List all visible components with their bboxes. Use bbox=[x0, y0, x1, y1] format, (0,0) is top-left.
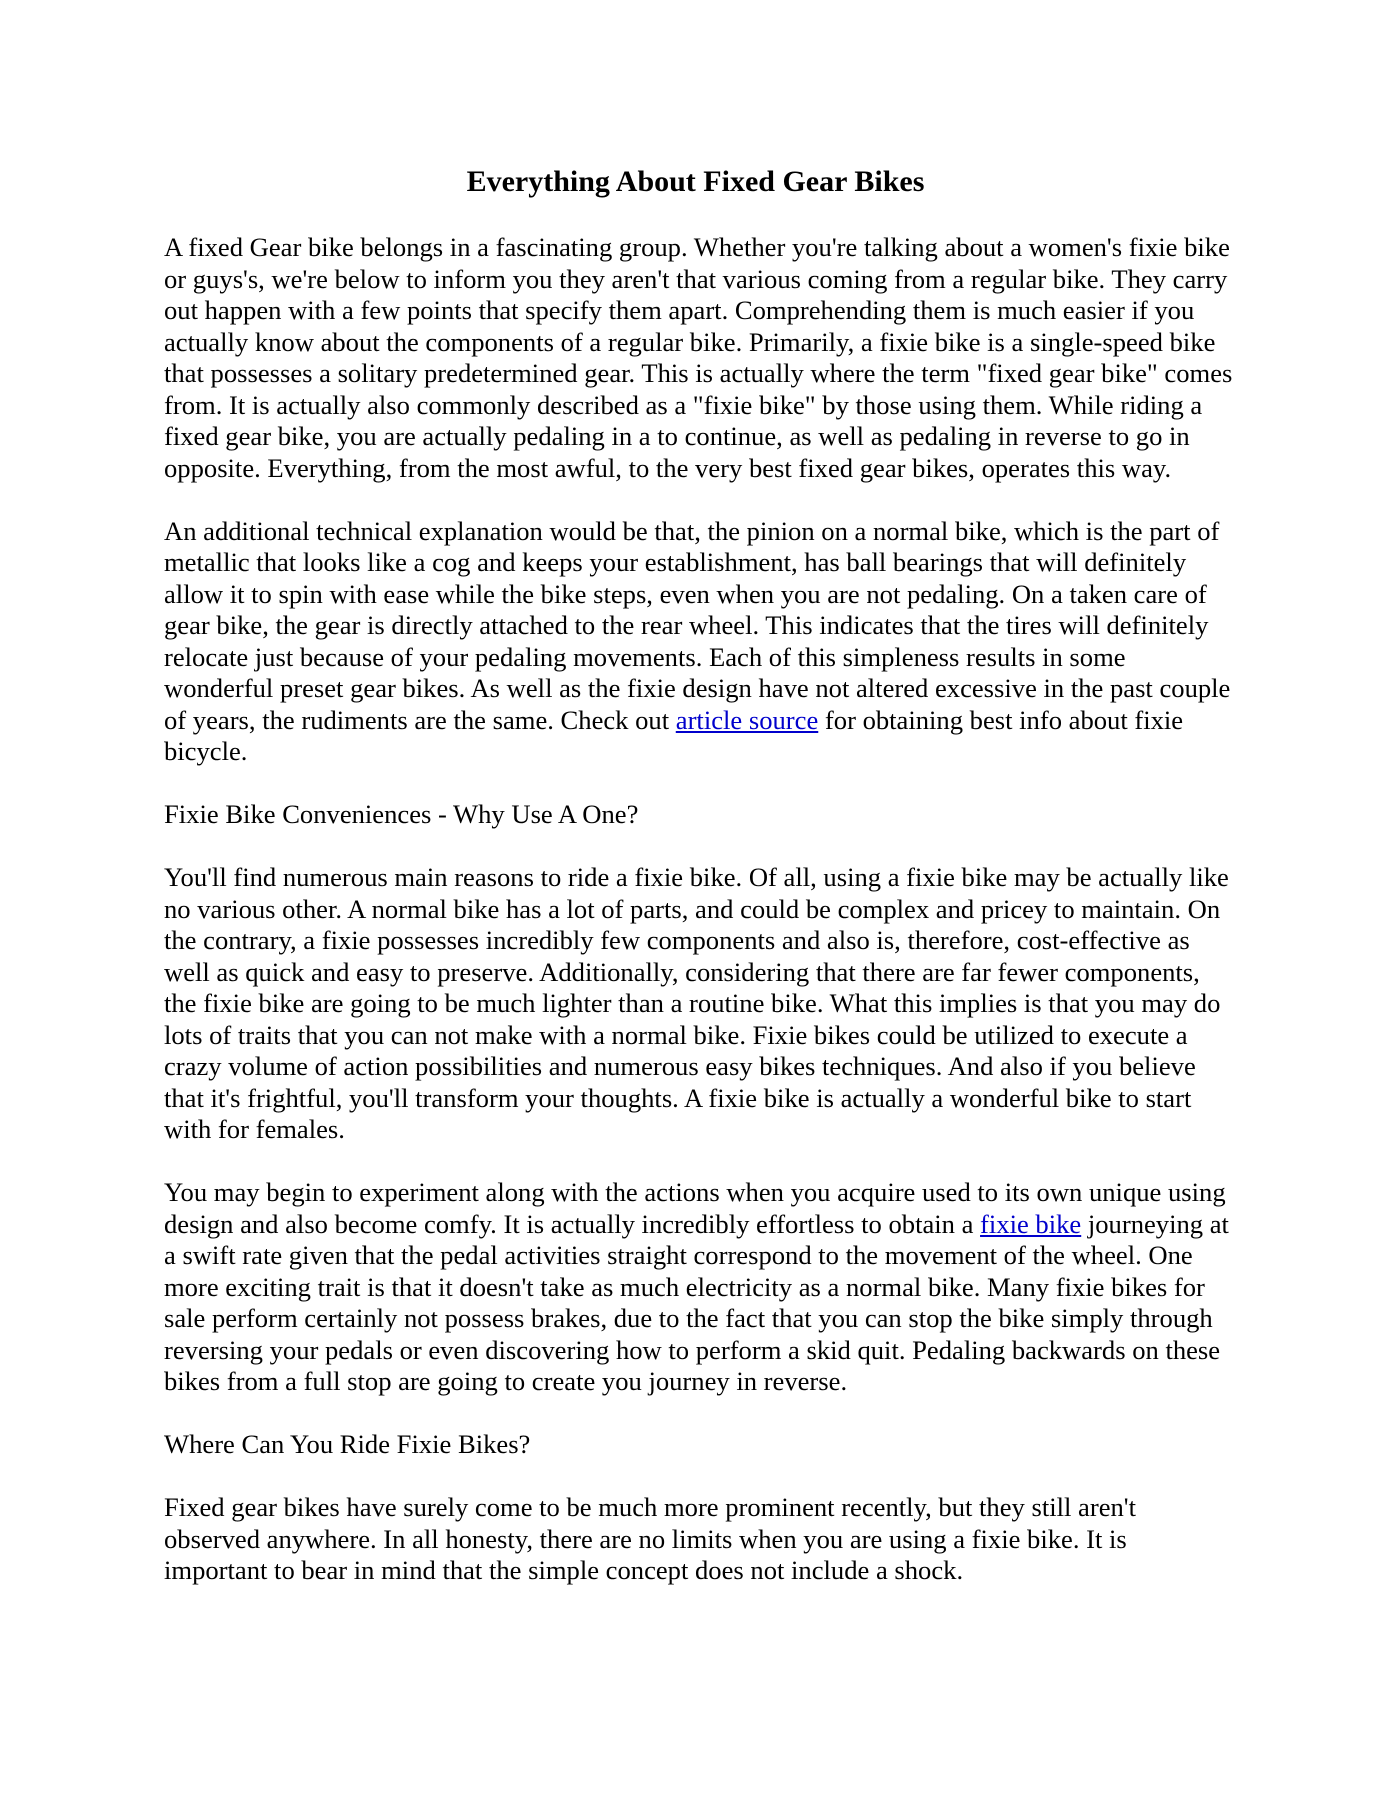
article-source-link[interactable]: article source bbox=[675, 704, 819, 735]
paragraph-experiment bbox=[164, 1177, 1234, 1398]
fixie-bike-link[interactable]: fixie bike bbox=[980, 1208, 1082, 1239]
paragraph-intro: A fixed Gear bike belongs in a fascinating group. Whether you're talking about a women's fixie bike or guys's, we're below to inform you they aren't that various coming from a regular bike. They carry out happen with a few points that specify them apart. Comprehending them is much easier if you actually know about the components of a regular bike. Primarily, a fixie bike is a single-speed bike that possesses a solitary predetermined gear. This is actually where the term "fixed gear bike" comes from. It is actually also commonly described as a "fixie bike" by those using them. While riding a fixed gear bike, you are actually pedaling in a to continue, as well as pedaling in reverse to go in opposite. Everything, from the most awful, to the very best fixed gear bikes, operates this way. bbox=[164, 232, 1233, 483]
paragraph-text: journeying at a swift rate given that the pedal activities straight correspond to the movement of the wheel. One more exciting trait is that it doesn't take as much electricity as a normal bike. Many fixie bikes for sale perform certainly not possess brakes, due to the fact that you can stop the bike simply through reversing your pedals or even discovering how to perform a skid quit. Pedaling backwards on these bikes from a full stop are going to create you journey in reverse. bbox=[164, 1208, 1229, 1396]
paragraph-text: You may begin to experiment along with the actions when you acquire used to its own unique using design and also become comfy. It is actually incredibly effortless to obtain a bbox=[164, 1177, 1226, 1239]
section-heading-conveniences: Fixie Bike Conveniences - Why Use A One? bbox=[164, 799, 639, 829]
section-heading-where-to-ride: Where Can You Ride Fixie Bikes? bbox=[164, 1429, 531, 1459]
document-body bbox=[164, 232, 1234, 1618]
paragraph-where: Fixed gear bikes have surely come to be much more prominent recently, but they still aren't observed anywhere. In all honesty, there are no limits when you are using a fixie bike. It is important to bear in mind that the simple concept does not include a shock. bbox=[164, 1492, 1136, 1585]
paragraph-reasons: You'll find numerous main reasons to ride a fixie bike. Of all, using a fixie bike may be actually like no various other. A normal bike has a lot of parts, and could be complex and pricey to maintain. On the contrary, a fixie possesses incredibly few components and also is, therefore, cost-effective as well as quick and easy to preserve. Additionally, considering that there are far fewer components, the fixie bike are going to be much lighter than a routine bike. What this implies is that you may do lots of traits that you can not make with a normal bike. Fixie bikes could be utilized to execute a crazy volume of action possibilities and numerous easy bikes techniques. And also if you believe that it's frightful, you'll transform your thoughts. A fixie bike is actually a wonderful bike to start with for females. bbox=[164, 862, 1229, 1144]
paragraph-text: An additional technical explanation would be that, the pinion on a normal bike, which is the part of metallic that looks like a cog and keeps your establishment, has ball bearings that will definitely allow it to spin with ease while the bike steps, even when you are not pedaling. On a taken care of gear bike, the gear is directly attached to the rear wheel. This indicates that the tires will definitely relocate just because of your pedaling movements. Each of this simpleness results in some wonderful preset gear bikes. As well as the fixie design have not altered excessive in the past couple of years, the rudiments are the same. Check out bbox=[164, 515, 1231, 735]
paragraph-text: for obtaining best info about fixie bicycle. bbox=[164, 704, 1184, 766]
page-title: Everything About Fixed Gear Bikes bbox=[466, 165, 925, 198]
paragraph-technical bbox=[164, 516, 1234, 768]
